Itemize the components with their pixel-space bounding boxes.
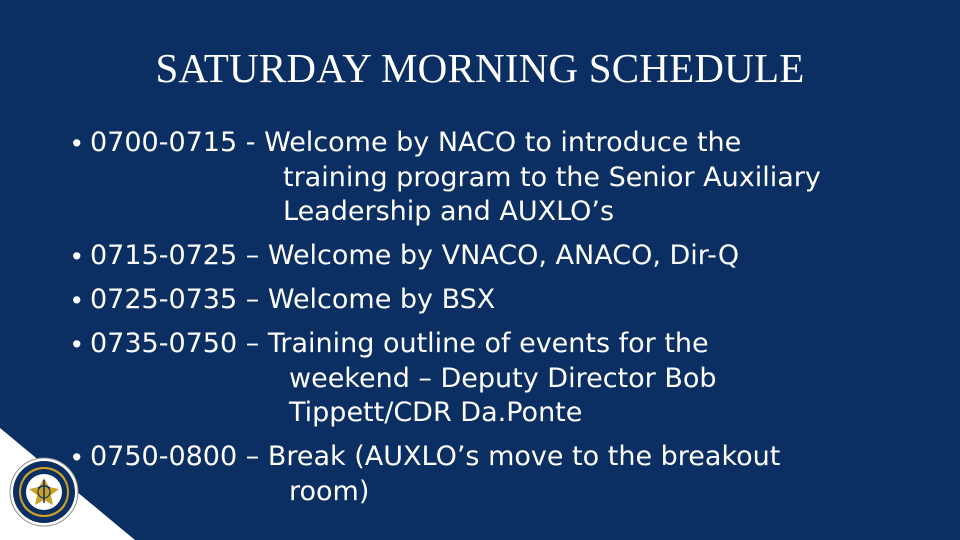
auxiliary-seal-icon [8, 456, 80, 528]
schedule-item-line: 0750-0800 – Break (AUXLO’s move to the breakout [90, 441, 781, 472]
bullet-icon: • [72, 442, 82, 472]
schedule-item-line: 0735-0750 – Training outline of events for the [90, 328, 709, 359]
slide-title: SATURDAY MORNING SCHEDULE [155, 45, 805, 91]
bullet-icon: • [72, 128, 82, 158]
schedule-item-line: training program to the Senior Auxiliary [283, 161, 821, 193]
schedule-item-2 [72, 239, 932, 274]
schedule-item-line: room) [289, 475, 370, 507]
bullet-icon: • [72, 329, 82, 359]
bullet-icon: • [72, 285, 82, 315]
schedule-item-line: 0700-0715 - Welcome by NACO to introduce the [90, 127, 742, 158]
schedule-list [72, 126, 932, 519]
schedule-item-line: Leadership and AUXLO’s [283, 196, 615, 227]
schedule-item-line: Tippett/CDR Da.Ponte [289, 397, 583, 428]
schedule-item-line: 0725-0735 – Welcome by BSX [90, 284, 496, 315]
bullet-icon: • [72, 241, 82, 271]
schedule-item-5 [72, 440, 932, 509]
schedule-item-1 [72, 126, 932, 230]
schedule-item-3 [72, 283, 932, 318]
schedule-item-4 [72, 327, 932, 431]
schedule-item-line: weekend – Deputy Director Bob [289, 362, 717, 394]
schedule-item-line: 0715-0725 – Welcome by VNACO, ANACO, Dir-Q [90, 240, 740, 271]
